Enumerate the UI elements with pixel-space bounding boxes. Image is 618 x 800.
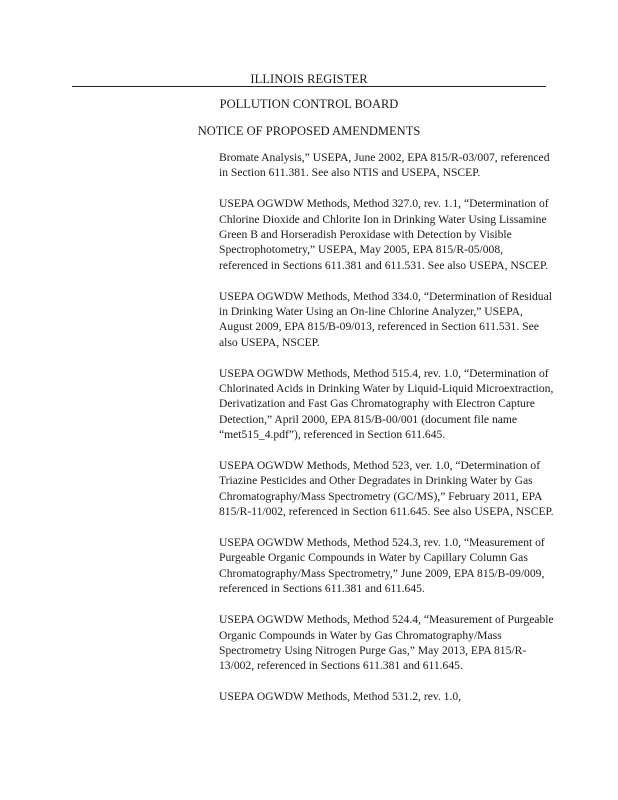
- reference-entry: USEPA OGWDW Methods, Method 334.0, “Determination of Residual in Drinking Water Using an On-line Chlorine Analyzer,” USEPA, August 2009, EPA 815/B-09/013, referenced in Section 611.531. See also USEPA, NSCEP.: [219, 289, 552, 349]
- reference-entry: USEPA OGWDW Methods, Method 327.0, rev. 1.1, “Determination of Chlorine Dioxide and Chlorite Ion in Drinking Water Using Lissamine Green B and Horseradish Peroxidase with Detection by Visible Spectrophotometry,” USEPA, May 2005, EPA 815/R-05/008, referenced in Sections 611.381 and 611.531. See also USEPA, NSCEP.: [219, 197, 549, 272]
- notice-title: NOTICE OF PROPOSED AMENDMENTS: [197, 124, 421, 138]
- board-name: POLLUTION CONTROL BOARD: [219, 97, 399, 111]
- reference-entry: USEPA OGWDW Methods, Method 524.3, rev. 1.0, “Measurement of Purgeable Organic Compounds in Water by Capillary Column Gas Chromatography/Mass Spectrometry,” June 2009, EPA 815/B-09/009, referenced in Sections 611.381 and 611.645.: [219, 536, 545, 596]
- header-rule: [72, 86, 546, 87]
- reference-entry: USEPA OGWDW Methods, Method 531.2, rev. 1.0,: [219, 690, 462, 704]
- reference-entry: USEPA OGWDW Methods, Method 524.4, “Measurement of Purgeable Organic Compounds in Water by Gas Chromatography/Mass Spectrometry Using Nitrogen Purge Gas,” May 2013, EPA 815/R-13/002, referenced in Sections 611.381 and 611.645.: [219, 613, 554, 673]
- reference-entry: Bromate Analysis,” USEPA, June 2002, EPA 815/R-03/007, referenced in Section 611.381. See also NTIS and USEPA, NSCEP.: [219, 151, 550, 180]
- register-title: ILLINOIS REGISTER: [250, 72, 368, 86]
- reference-entry: USEPA OGWDW Methods, Method 515.4, rev. 1.0, “Determination of Chlorinated Acids in Drinking Water by Liquid-Liquid Microextraction, Derivatization and Fast Gas Chromatography with Electron Capture Detection,” April 2000, EPA 815/B-00/001 (document file name “met515_4.pdf”), referenced in Section 611.645.: [219, 366, 554, 442]
- reference-entries: [219, 150, 554, 705]
- reference-entry: USEPA OGWDW Methods, Method 523, ver. 1.0, “Determination of Triazine Pesticides and Other Degradates in Drinking Water by Gas Chromatography/Mass Spectrometry (GC/MS),” February 2011, EPA 815/R-11/002, referenced in Section 611.645. See also USEPA, NSCEP.: [219, 459, 554, 519]
